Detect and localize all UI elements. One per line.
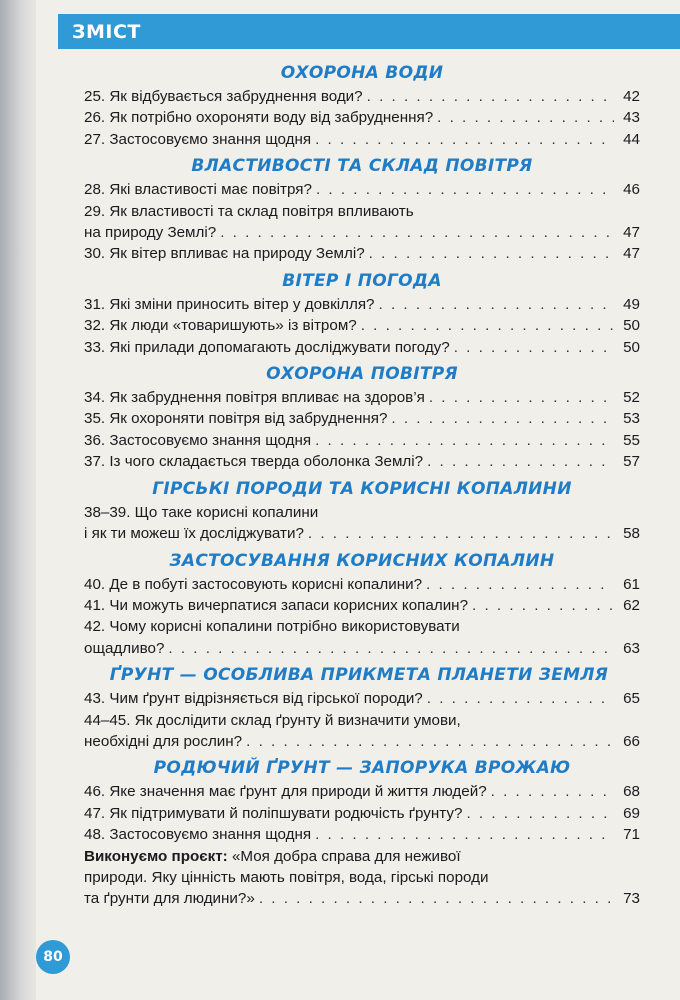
toc-entry xyxy=(84,315,640,336)
toc-entry-line xyxy=(84,888,640,909)
toc-entry-line xyxy=(84,107,640,128)
toc-entry-line xyxy=(84,574,640,595)
toc-entry-text xyxy=(84,824,311,845)
toc-entry-line xyxy=(84,867,640,888)
toc-entry-text xyxy=(84,430,311,451)
toc-page-number: 61 xyxy=(623,575,640,593)
toc-entry-text xyxy=(84,616,460,637)
dot-leader xyxy=(220,222,614,243)
dot-leader xyxy=(454,337,614,358)
toc-entry-line xyxy=(84,430,640,451)
dot-leader xyxy=(466,803,614,824)
toc-entry xyxy=(84,824,640,845)
toc-entry-line xyxy=(84,179,640,200)
toc-page-number: 62 xyxy=(623,596,640,614)
toc-page-number: 49 xyxy=(623,295,640,313)
toc-entry-text xyxy=(84,451,423,472)
dot-leader xyxy=(361,315,614,336)
toc-entry-title: 32. Як люди «товаришують» із вітром? xyxy=(84,317,357,335)
toc-page-number: 69 xyxy=(623,804,640,822)
toc-entry-line xyxy=(84,824,640,845)
toc-entry xyxy=(84,616,640,659)
toc-entry-title: на природу Землі? xyxy=(84,224,217,242)
toc-entry-title: 26. Як потрібно охороняти воду від забруднення? xyxy=(84,109,434,127)
toc-entry-title: 38–39. Що таке корисні копалини xyxy=(84,503,319,521)
toc-page-number: 50 xyxy=(623,317,640,335)
dot-leader xyxy=(308,523,614,544)
toc-page-number: 43 xyxy=(623,109,640,127)
toc-entry-line xyxy=(84,243,640,264)
dot-leader xyxy=(437,107,614,128)
toc-page-number: 73 xyxy=(623,890,640,908)
toc-entry-text xyxy=(84,731,242,752)
toc-entry-text xyxy=(84,294,375,315)
toc-page-number: 63 xyxy=(623,639,640,657)
toc-page-number: 46 xyxy=(623,181,640,199)
toc-entry xyxy=(84,86,640,107)
toc-entry-line xyxy=(84,595,640,616)
toc-page-number: 52 xyxy=(623,389,640,407)
section-heading: ВІТЕР І ПОГОДА xyxy=(282,270,442,291)
dot-leader xyxy=(367,86,614,107)
toc-entry-title: 43. Чим ґрунт відрізняється від гірської породи? xyxy=(84,690,423,708)
toc-entry xyxy=(84,243,640,264)
toc-page-number: 50 xyxy=(623,338,640,356)
toc-entry-line xyxy=(84,523,640,544)
toc-entry xyxy=(84,574,640,595)
toc-entry-text xyxy=(84,86,363,107)
toc-entry-text xyxy=(84,387,425,408)
toc-page-number: 68 xyxy=(623,783,640,801)
section-heading: ҐРУНТ — ОСОБЛИВА ПРИКМЕТА ПЛАНЕТИ ЗЕМЛЯ xyxy=(109,665,609,686)
toc-page-number: 44 xyxy=(623,130,640,148)
toc-entry-line xyxy=(84,781,640,802)
dot-leader xyxy=(315,129,614,150)
toc-entry-line xyxy=(84,387,640,408)
toc-entry-title: 40. Де в побуті застосовують корисні копалини? xyxy=(84,575,423,593)
toc-entry-text xyxy=(84,315,357,336)
toc-entry-line xyxy=(84,638,640,659)
toc-entry-title: 41. Чи можуть вичерпатися запаси корисних копалин? xyxy=(84,596,469,614)
toc-entry-line xyxy=(84,315,640,336)
toc-entry xyxy=(84,337,640,358)
toc-entry-text xyxy=(84,595,468,616)
toc-entry-line xyxy=(84,129,640,150)
toc-entry-line xyxy=(84,688,640,709)
toc-entry xyxy=(84,201,640,244)
page-title: ЗМІСТ xyxy=(72,21,141,43)
toc-entry-title: і як ти можеш їх досліджувати? xyxy=(84,525,304,543)
dot-leader xyxy=(259,888,614,909)
toc-page-number: 53 xyxy=(623,410,640,428)
toc-entry-title: 28. Які властивості має повітря? xyxy=(84,181,312,199)
header-bar xyxy=(58,14,680,49)
project-label: Виконуємо проєкт: xyxy=(84,847,228,865)
toc-page-number: 55 xyxy=(623,431,640,449)
dot-leader xyxy=(426,574,614,595)
toc-entry-title: природи. Яку цінність мають повітря, вода, гірські породи xyxy=(84,868,489,886)
toc-entry-text xyxy=(84,523,304,544)
toc-entry xyxy=(84,781,640,802)
section-heading: ОХОРОНА ВОДИ xyxy=(280,63,444,83)
dot-leader xyxy=(472,595,614,616)
section-heading: РОДЮЧИЙ ҐРУНТ — ЗАПОРУКА ВРОЖАЮ xyxy=(153,758,571,779)
dot-leader xyxy=(391,408,614,429)
toc-entry-line xyxy=(84,86,640,107)
toc-entry-text xyxy=(84,710,461,731)
section-heading: ВЛАСТИВОСТІ ТА СКЛАД ПОВІТРЯ xyxy=(191,156,533,177)
toc-entry-line xyxy=(84,294,640,315)
toc-entry-title: 31. Які зміни приносить вітер у довкілля? xyxy=(84,295,375,313)
toc-entry-text xyxy=(84,129,311,150)
toc-entry-line xyxy=(84,616,640,637)
toc-entry-title: необхідні для рослин? xyxy=(84,732,243,750)
toc-page-number: 57 xyxy=(623,453,640,471)
dot-leader xyxy=(379,294,614,315)
dot-leader xyxy=(316,179,614,200)
toc-entry-title: «Моя добра справа для неживої xyxy=(227,847,461,865)
page-number-badge: 80 xyxy=(36,940,70,974)
toc-entry-line xyxy=(84,201,640,222)
toc-entry-title: 36. Застосовуємо знання щодня xyxy=(84,431,312,449)
table-of-contents xyxy=(84,60,640,910)
toc-page-number: 66 xyxy=(623,732,640,750)
toc-entry-line xyxy=(84,502,640,523)
toc-entry-text xyxy=(84,888,255,909)
toc-entry-title: 44–45. Як дослідити склад ґрунту й визначити умови, xyxy=(84,711,461,729)
toc-page-number: 42 xyxy=(623,88,640,105)
toc-page-number: 65 xyxy=(623,690,640,708)
toc-entry xyxy=(84,595,640,616)
toc-entry-text xyxy=(84,574,422,595)
toc-entry-title: та ґрунти для людини?» xyxy=(84,890,255,908)
toc-page-number: 47 xyxy=(623,224,640,242)
toc-entry-text xyxy=(84,846,461,867)
toc-entry xyxy=(84,688,640,709)
toc-entry xyxy=(84,129,640,150)
toc-entry-title: 37. Із чого складається тверда оболонка Землі? xyxy=(84,453,424,471)
toc-entry xyxy=(84,846,640,910)
toc-entry-line xyxy=(84,731,640,752)
toc-entry-text xyxy=(84,107,433,128)
dot-leader xyxy=(369,243,614,264)
toc-entry-text xyxy=(84,201,414,222)
section-heading: ГІРСЬКІ ПОРОДИ ТА КОРИСНІ КОПАЛИНИ xyxy=(152,478,572,499)
toc-entry-text xyxy=(84,867,488,888)
toc-entry-line xyxy=(84,710,640,731)
toc-entry xyxy=(84,179,640,200)
toc-entry-title: 46. Яке значення має ґрунт для природи й життя людей? xyxy=(84,783,487,801)
toc-entry-text xyxy=(84,243,365,264)
toc-entry-line xyxy=(84,451,640,472)
toc-entry xyxy=(84,107,640,128)
toc-entry xyxy=(84,408,640,429)
toc-entry-title: 27. Застосовуємо знання щодня xyxy=(84,130,312,148)
toc-entry-text xyxy=(84,781,487,802)
section-heading: ЗАСТОСУВАННЯ КОРИСНИХ КОПАЛИН xyxy=(169,550,555,571)
toc-entry xyxy=(84,294,640,315)
toc-entry-line xyxy=(84,408,640,429)
dot-leader xyxy=(427,688,614,709)
toc-entry-title: 30. Як вітер впливає на природу Землі? xyxy=(84,245,365,263)
toc-entry-title: 33. Які прилади допомагають досліджувати погоду? xyxy=(84,338,450,356)
toc-entry xyxy=(84,430,640,451)
toc-entry-text xyxy=(84,502,318,523)
dot-leader xyxy=(168,638,614,659)
toc-entry-line xyxy=(84,222,640,243)
dot-leader xyxy=(315,430,614,451)
toc-entry-line xyxy=(84,337,640,358)
dot-leader xyxy=(429,387,614,408)
toc-entry xyxy=(84,710,640,753)
toc-entry-line xyxy=(84,803,640,824)
dot-leader xyxy=(491,781,614,802)
toc-entry xyxy=(84,803,640,824)
toc-page-number: 58 xyxy=(623,525,640,543)
toc-entry-title: ощадливо? xyxy=(84,639,165,657)
toc-page-number: 47 xyxy=(623,245,640,263)
toc-entry-text xyxy=(84,688,423,709)
toc-entry-text xyxy=(84,337,450,358)
toc-page-number: 71 xyxy=(623,826,640,844)
toc-entry-text xyxy=(84,408,387,429)
toc-entry xyxy=(84,502,640,545)
toc-entry-title: 34. Як забруднення повітря впливає на здоров’я xyxy=(84,389,425,407)
page-edge-shadow xyxy=(0,0,36,1000)
toc-entry-text xyxy=(84,638,164,659)
toc-entry-title: 29. Як властивості та склад повітря впливають xyxy=(84,202,414,220)
dot-leader xyxy=(246,731,614,752)
toc-entry-title: 48. Застосовуємо знання щодня xyxy=(84,826,312,844)
dot-leader xyxy=(427,451,614,472)
toc-entry-title: 25. Як відбувається забруднення води? xyxy=(84,88,363,105)
toc-entry-title: 35. Як охороняти повітря від забруднення? xyxy=(84,410,388,428)
dot-leader xyxy=(315,824,614,845)
toc-entry-text xyxy=(84,179,312,200)
toc-entry-text xyxy=(84,803,462,824)
section-heading: ОХОРОНА ПОВІТРЯ xyxy=(266,364,458,385)
toc-entry-title: 42. Чому корисні копалини потрібно використовувати xyxy=(84,618,460,636)
toc-entry-text xyxy=(84,222,216,243)
toc-entry xyxy=(84,387,640,408)
toc-entry-title: 47. Як підтримувати й поліпшувати родючість ґрунту? xyxy=(84,804,463,822)
toc-entry-line xyxy=(84,846,640,867)
toc-entry xyxy=(84,451,640,472)
